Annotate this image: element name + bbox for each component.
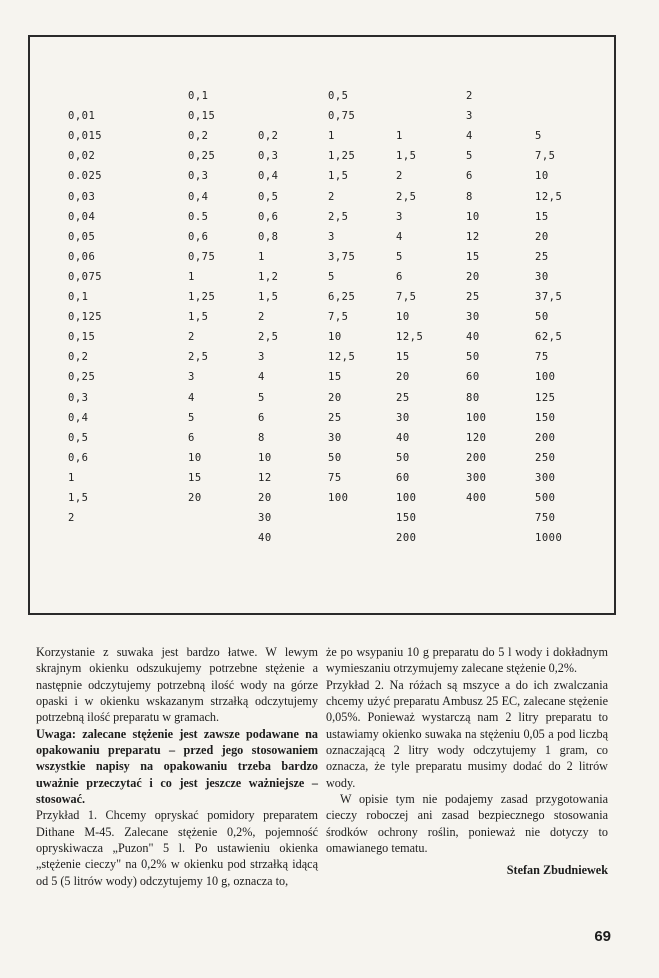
table-cell: 0,5 [328, 90, 349, 102]
table-cell: 7,5 [396, 291, 417, 303]
table-cell: 1,5 [258, 291, 279, 303]
table-cell: 2,5 [396, 190, 417, 203]
table-cell: 0.025 [68, 170, 103, 183]
table-cell: 0,1 [188, 90, 209, 102]
table-cell: 0,3 [258, 150, 279, 163]
table-cell: 2 [258, 311, 265, 324]
table-cell: 2,5 [328, 210, 349, 223]
table-cell: 12 [466, 230, 480, 243]
table-cell: 1,5 [188, 311, 209, 324]
table-cell: 100 [535, 371, 556, 384]
table-cell: 20 [466, 270, 480, 283]
table-cell: 3 [328, 230, 335, 243]
table-cell: 12,5 [396, 331, 424, 344]
table-cell: 0.5 [188, 210, 209, 223]
author-signature: Stefan Zbudniewek [506, 863, 608, 878]
table-cell: 1,5 [396, 150, 417, 163]
table-cell: 100 [396, 492, 417, 504]
table-cell: 0,15 [188, 110, 216, 123]
table-cell: 25 [328, 411, 342, 424]
table-cell: 6 [466, 170, 473, 183]
table-cell: 25 [535, 250, 549, 263]
table-cell: 0,03 [68, 190, 96, 203]
table-cell: 50 [466, 351, 480, 364]
table-cell: 1000 [535, 532, 563, 545]
table-cell: 60 [466, 371, 480, 384]
table-cell: 0,05 [68, 230, 96, 243]
table-cell: 25 [396, 391, 410, 404]
table-cell: 6,25 [328, 291, 356, 303]
table-cell: 200 [466, 451, 487, 464]
table-cell: 0,4 [68, 411, 89, 424]
table-cell: 0,75 [328, 110, 356, 123]
table-cell: 12 [258, 471, 272, 484]
table-cell: 0,06 [68, 250, 96, 263]
table-cell: 7,5 [328, 311, 349, 324]
table-cell: 1 [258, 250, 265, 263]
table-cell: 0,075 [68, 270, 103, 283]
table-cell: 2,5 [188, 351, 209, 364]
example-2-paragraph: Przykład 2. Na różach są mszyce a do ich zwalczania chcemy użyć preparatu Ambusz 25 EC, zalecane stężenie 0,05%. Ponieważ wystarczą nam 2 litry preparatu to ustawiamy okienko suwaka na stężeniu 0,05 a pod liczbą oznaczającą 2 litry wody odczytujemy 1 gram, co oznacza, że tyle preparatu musimy dodać do 2 litrów wody. [326, 677, 608, 790]
page-number: 69 [594, 928, 611, 945]
table-cell: 5 [535, 130, 542, 143]
example-1-paragraph: Przykład 1. Chcemy opryskać pomidory preparatem Dithane M-45. Zalecane stężenie 0,2%, pojemność opryskiwacza „Puzon" 5 l. Po ustawieniu okienka „stężenie cieczy" na 0,2% w okienku pod strzałką idącą od 5 (5 litrów wody) odczytujemy 10 g, oznacza to, [36, 808, 318, 888]
table-cell: 30 [396, 411, 410, 424]
table-cell: 30 [258, 512, 272, 525]
table-cell: 0,125 [68, 311, 103, 324]
table-cell: 2 [68, 512, 75, 525]
table-cell: 12,5 [328, 351, 356, 364]
table-cell: 3 [396, 210, 403, 223]
table-cell: 10 [535, 170, 549, 183]
table-cell: 0,5 [258, 190, 279, 203]
warning-paragraph: Uwaga: zalecane stężenie jest zawsze podawane na opakowaniu preparatu – przed jego stosowaniem wszystkie napisy na opakowaniu trzeba bardzo uważnie przeczytać i co jest jeszcze ważniejsze – stosować. [36, 726, 318, 807]
table-cell: 0,4 [258, 170, 279, 183]
table-cell: 3 [466, 110, 473, 123]
closing-paragraph: W opisie tym nie podajemy zasad przygotowania cieczy roboczej ani zasad bezpiecznego stosowania środków ochrony roślin, ponieważ nie dotyczy to omawianego tematu. [326, 792, 608, 856]
table-cell: 3,75 [328, 250, 356, 263]
table-cell: 30 [535, 270, 549, 283]
table-cell: 10 [258, 451, 272, 464]
table-cell: 20 [396, 371, 410, 384]
table-cell: 50 [328, 451, 342, 464]
table-cell: 40 [258, 532, 272, 545]
table-cell: 40 [396, 431, 410, 444]
table-cell: 20 [258, 492, 272, 504]
table-cell: 50 [396, 451, 410, 464]
table-cell: 2 [466, 90, 473, 102]
table-cell: 30 [466, 311, 480, 324]
table-cell: 200 [396, 532, 417, 545]
table-cell: 2 [188, 331, 195, 344]
table-cell: 500 [535, 492, 556, 504]
table-cell: 3 [188, 371, 195, 384]
table-cell: 4 [258, 371, 265, 384]
table-cell: 1 [328, 130, 335, 143]
table-cell: 50 [535, 311, 549, 324]
table-cell: 0,25 [68, 371, 96, 384]
table-frame [28, 35, 616, 615]
table-cell: 5 [188, 411, 195, 424]
table-cell: 4 [188, 391, 195, 404]
table-cell: 37,5 [535, 291, 563, 303]
table-cell: 8 [258, 431, 265, 444]
table-cell: 6 [188, 431, 195, 444]
table-cell: 0,1 [68, 291, 89, 303]
table-cell: 12,5 [535, 190, 563, 203]
table-cell: 60 [396, 471, 410, 484]
table-cell: 0,3 [188, 170, 209, 183]
table-cell: 2 [396, 170, 403, 183]
table-cell: 10 [396, 311, 410, 324]
table-cell: 120 [466, 431, 487, 444]
table-cell: 8 [466, 190, 473, 203]
table-cell: 400 [466, 492, 487, 504]
table-cell: 750 [535, 512, 556, 525]
table-cell: 0,2 [68, 351, 89, 364]
table-cell: 1 [68, 471, 75, 484]
table-cell: 125 [535, 391, 556, 404]
table-cell: 300 [535, 471, 556, 484]
table-cell: 5 [396, 250, 403, 263]
table-cell: 0,6 [68, 451, 89, 464]
table-cell: 250 [535, 451, 556, 464]
table-cell: 0,015 [68, 130, 103, 143]
table-cell: 25 [466, 291, 480, 303]
table-cell: 100 [466, 411, 487, 424]
table-cell: 30 [328, 431, 342, 444]
table-cell: 1,5 [68, 492, 89, 504]
table-cell: 4 [396, 230, 403, 243]
table-cell: 0,75 [188, 250, 216, 263]
table-cell: 1,2 [258, 270, 279, 283]
right-column [326, 644, 608, 879]
intro-paragraph: Korzystanie z suwaka jest bardzo łatwe. W lewym skrajnym okienku odszukujemy potrzebne stężenie a następnie odczytujemy potrzebną ilość wody na górze opaski i w okienku wskazanym strzałką odczytujemy potrzebną ilość preparatu w gramach. [36, 645, 318, 725]
table-cell: 6 [396, 270, 403, 283]
table-cell: 0,25 [188, 150, 216, 163]
table-cell: 10 [466, 210, 480, 223]
table-cell: 5 [466, 150, 473, 163]
table-cell: 10 [328, 331, 342, 344]
table-cell: 20 [328, 391, 342, 404]
table-cell: 1 [396, 130, 403, 143]
table-cell: 0,15 [68, 331, 96, 344]
table-cell: 2,5 [258, 331, 279, 344]
table-cell: 15 [466, 250, 480, 263]
table-cell: 15 [328, 371, 342, 384]
table-cell: 0,01 [68, 110, 96, 123]
table-cell: 0,4 [188, 190, 209, 203]
table-cell: 150 [396, 512, 417, 525]
left-column [36, 644, 318, 889]
table-cell: 5 [328, 270, 335, 283]
table-cell: 0,6 [188, 230, 209, 243]
table-cell: 3 [258, 351, 265, 364]
table-cell: 1,25 [328, 150, 356, 163]
table-cell: 150 [535, 411, 556, 424]
table-cell: 300 [466, 471, 487, 484]
table-cell: 200 [535, 431, 556, 444]
table-cell: 40 [466, 331, 480, 344]
table-cell: 5 [258, 391, 265, 404]
table-cell: 1,25 [188, 291, 216, 303]
table-cell: 0,3 [68, 391, 89, 404]
table-cell: 1,5 [328, 170, 349, 183]
table-cell: 1 [188, 270, 195, 283]
table-cell: 7,5 [535, 150, 556, 163]
table-cell: 4 [466, 130, 473, 143]
table-cell: 0,6 [258, 210, 279, 223]
table-cell: 75 [328, 471, 342, 484]
example-1-continued: że po wsypaniu 10 g preparatu do 5 l wody i dokładnym wymieszaniu otrzymujemy zalecane stężenie 0,2%. [326, 645, 608, 676]
table-cell: 15 [535, 210, 549, 223]
table-cell: 20 [188, 492, 202, 504]
table-cell: 0,2 [188, 130, 209, 143]
table-cell: 2 [328, 190, 335, 203]
table-cell: 75 [535, 351, 549, 364]
table-cell: 0,2 [258, 130, 279, 143]
table-cell: 20 [535, 230, 549, 243]
table-cell: 80 [466, 391, 480, 404]
table-cell: 0,04 [68, 210, 96, 223]
table-cell: 0,5 [68, 431, 89, 444]
table-cell: 10 [188, 451, 202, 464]
table-cell: 100 [328, 492, 349, 504]
table-cell: 15 [188, 471, 202, 484]
table-cell: 62,5 [535, 331, 563, 344]
table-cell: 6 [258, 411, 265, 424]
table-cell: 0,02 [68, 150, 96, 163]
table-cell: 0,8 [258, 230, 279, 243]
table-cell: 15 [396, 351, 410, 364]
